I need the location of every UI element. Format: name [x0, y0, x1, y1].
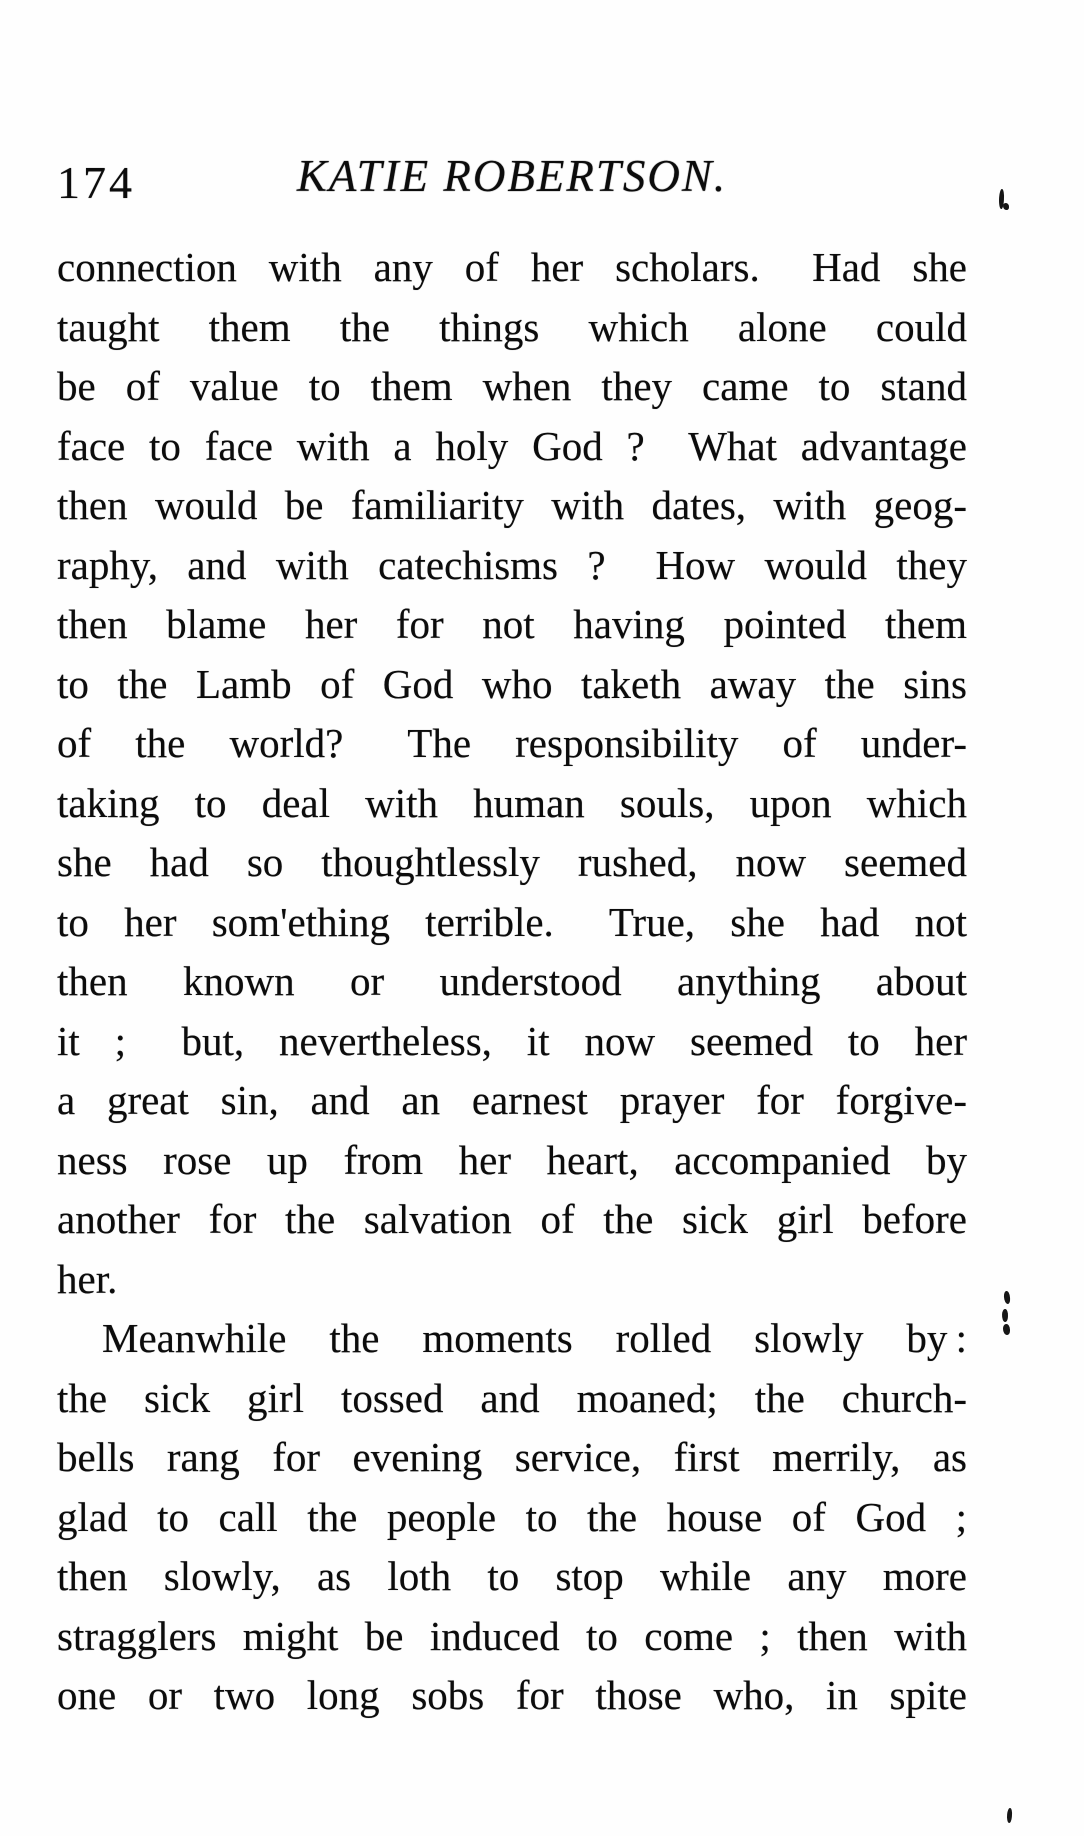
paragraph-1: [57, 238, 967, 1309]
text-line: another for the salvation of the sick girl before: [57, 1196, 967, 1242]
text-line: one or two long sobs for those who, in spite: [57, 1672, 967, 1718]
text-line: to her som'ething terrible. True, she had not: [57, 898, 967, 945]
text-line: then known or understood anything about: [57, 958, 967, 1004]
ink-artifact: [1003, 203, 1009, 210]
text-line: face to face with a holy God ? What advantage: [57, 422, 967, 469]
text-line: it ; but, nevertheless, it now seemed to her: [57, 1017, 967, 1064]
text-line: connection with any of her scholars. Had she: [57, 244, 967, 290]
text-line: raphy, and with catechisms ? How would they: [57, 541, 967, 588]
ink-artifact: [1003, 1324, 1010, 1335]
text-line: then blame her for not having pointed them: [57, 601, 967, 647]
text-line: the sick girl tossed and moaned; the church-: [57, 1374, 967, 1421]
ink-artifact: [1004, 1291, 1011, 1304]
paragraph-2: [57, 1309, 967, 1726]
text-line: stragglers might be induced to come ; then with: [57, 1612, 967, 1659]
text-line: her.: [57, 1255, 118, 1302]
text-line: then would be familiarity with dates, with geog-: [57, 482, 967, 528]
text-line: bells rang for evening service, first merrily, as: [57, 1434, 967, 1480]
text-line: be of value to them when they came to stand: [57, 363, 967, 409]
text-line: Meanwhile the moments rolled slowly by :: [102, 1315, 967, 1361]
text-line: taught them the things which alone could: [57, 303, 967, 350]
text-line: she had so thoughtlessly rushed, now seemed: [57, 839, 967, 885]
text-line: then slowly, as loth to stop while any more: [57, 1553, 967, 1599]
text-line: a great sin, and an earnest prayer for forgive-: [57, 1077, 967, 1123]
ink-artifact: [1002, 1309, 1009, 1322]
running-title: KATIE ROBERTSON.: [296, 151, 728, 201]
page-header: [57, 148, 967, 208]
ink-artifact: [1006, 1808, 1013, 1823]
text-line: ness rose up from her heart, accompanied by: [57, 1136, 967, 1183]
text-line: of the world? The responsibility of under-: [57, 720, 967, 766]
text-line: to the Lamb of God who taketh away the sins: [57, 660, 967, 707]
text-line: glad to call the people to the house of God ;: [57, 1493, 967, 1540]
page-number: 174: [57, 157, 135, 208]
page-text: [57, 238, 967, 1726]
text-line: taking to deal with human souls, upon which: [57, 779, 967, 826]
